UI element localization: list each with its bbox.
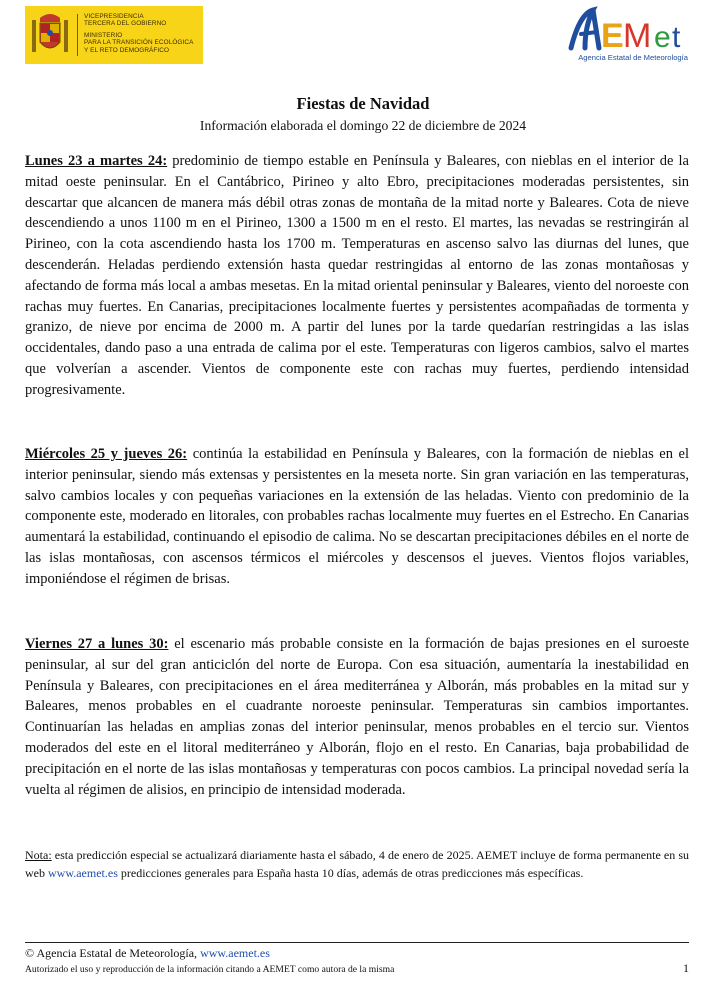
forecast-section: [25, 151, 689, 401]
note-text: esta predicción especial se actualizará diariamente hasta el sábado, 4 de enero de 2025. AEMET incluye de forma permanente en su web: [25, 848, 689, 880]
note-text-end: predicciones generales para España hasta 10 días, además de otras predicciones más específicas.: [117, 865, 584, 880]
svg-text:t: t: [672, 21, 681, 54]
section-heading: Viernes 27 a lunes 30:: [25, 636, 169, 652]
gov-line: TERCERA DEL GOBIERNO: [84, 20, 167, 28]
coat-of-arms-icon: [25, 6, 75, 64]
svg-text:E: E: [601, 17, 624, 55]
footer-copyright: [25, 946, 270, 961]
copyright-text: © Agencia Estatal de Meteorología,: [25, 946, 201, 960]
section-text: continúa la estabilidad en Península y Baleares, con la formación de nieblas en el interior peninsular, siendo más extensas y persistentes en la meseta norte. Sin gran variación en las temperaturas, salvo cambios locales y con pequeñas variaciones en la extensión de las heladas. Viento con predominio de la componente este, moderado en litorales, con probables rachas localmente muy fuertes en el Estrecho. En Canarias aumentará la estabilidad, continuando el episodio de calima. No se descartan precipitaciones débiles en el norte de las islas montañosas, con ascensos térmicos el miércoles y descensos el jueves. Vientos flojos variables, imponiéndose el régimen de brisas.: [25, 446, 689, 587]
section-heading: Lunes 23 a martes 24:: [25, 153, 168, 169]
gov-line: PARA LA TRANSICIÓN ECOLÓGICA: [84, 39, 194, 47]
gov-line: VICEPRESIDENCIA: [84, 13, 144, 20]
government-text: [84, 13, 193, 54]
section-text: el escenario más probable consiste en la formación de bajas presiones en el suroeste peninsular, al sur del gran anticiclón del norte de Europa. Con esa situación, aumentaría la inestabilidad en Península y Baleares, con precipitaciones en el área mediterránea y Alborán, más probables en la mitad sur y Baleares, menos probables en el cuadrante noroeste peninsular. Temperaturas sin cambios importantes. Continuarían las heladas en amplias zonas del interior peninsular, menos probables en el tercio sur. Vientos moderados del este en el litoral mediterráneo y Alborán, flojo en el resto. En Canarias, baja probabilidad de precipitación en el norte de las islas montañosas y temperaturas con pocos cambios. La principal novedad sería la vuelta al régimen de alisios, en principio de intensidad moderada.: [25, 636, 689, 798]
svg-text:M: M: [623, 17, 652, 55]
page-number: 1: [683, 961, 689, 975]
aemet-web-link[interactable]: www.aemet.es: [48, 865, 118, 880]
forecast-section: [25, 634, 689, 800]
logo-divider: [77, 14, 78, 56]
note: [25, 847, 689, 883]
document-title: Fiestas de Navidad: [296, 94, 430, 113]
forecast-section: [25, 444, 689, 590]
gov-line: MINISTERIO: [84, 31, 123, 39]
gov-line: Y EL RETO DEMOGRÁFICO: [84, 46, 170, 54]
svg-text:e: e: [654, 21, 671, 54]
section-heading: Miércoles 25 y jueves 26:: [25, 446, 188, 462]
document-subtitle: Información elaborada el domingo 22 de diciembre de 2024: [199, 118, 527, 133]
section-text: predominio de tiempo estable en Península y Baleares, con nieblas en el interior de la mitad oeste peninsular. En el Cantábrico, Pirineo y alto Ebro, precipitaciones moderadas persistentes, sin descartar que alcancen de manera más débil otras zonas de montaña de la mitad norte y Baleares. Cota de nieve descendiendo a unos 1100 m en el Pirineo, 1300 a 1500 m en el resto. El martes, las nevadas se restringirán al Pirineo, con la cota ascendiendo hasta los 1700 m. Temperaturas en ascenso salvo las diurnas del lunes, que descenderán. Heladas perdiendo extensión hasta quedar restringidas al entorno de las zonas montañosas y afectando de forma más local a ambas mesetas. En la mitad oriental peninsular y Baleares, viento del noroeste con rachas muy fuertes. En Canarias, precipitaciones localmente fuertes y persistentes acompañadas de tormenta y granizo, de nieve por encima de 2000 m. A partir del lunes por la tarde quedarían restringidas a las islas occidentales, dando paso a una entrada de calima por el este. Temperaturas con ligeros cambios, salvo el martes que volverían a ascender. Vientos de componente este con rachas muy fuertes, perdiendo intensidad progresivamente.: [25, 153, 689, 398]
note-label: Nota:: [25, 848, 52, 862]
aemet-subtitle: Agencia Estatal de Meteorología: [578, 53, 688, 62]
footer-license: Autorizado el uso y reproducción de la información citando a AEMET como autora de la misma: [25, 964, 395, 975]
footer-link[interactable]: www.aemet.es: [200, 946, 270, 960]
footer-divider: [25, 942, 689, 943]
government-logo: [25, 6, 203, 64]
